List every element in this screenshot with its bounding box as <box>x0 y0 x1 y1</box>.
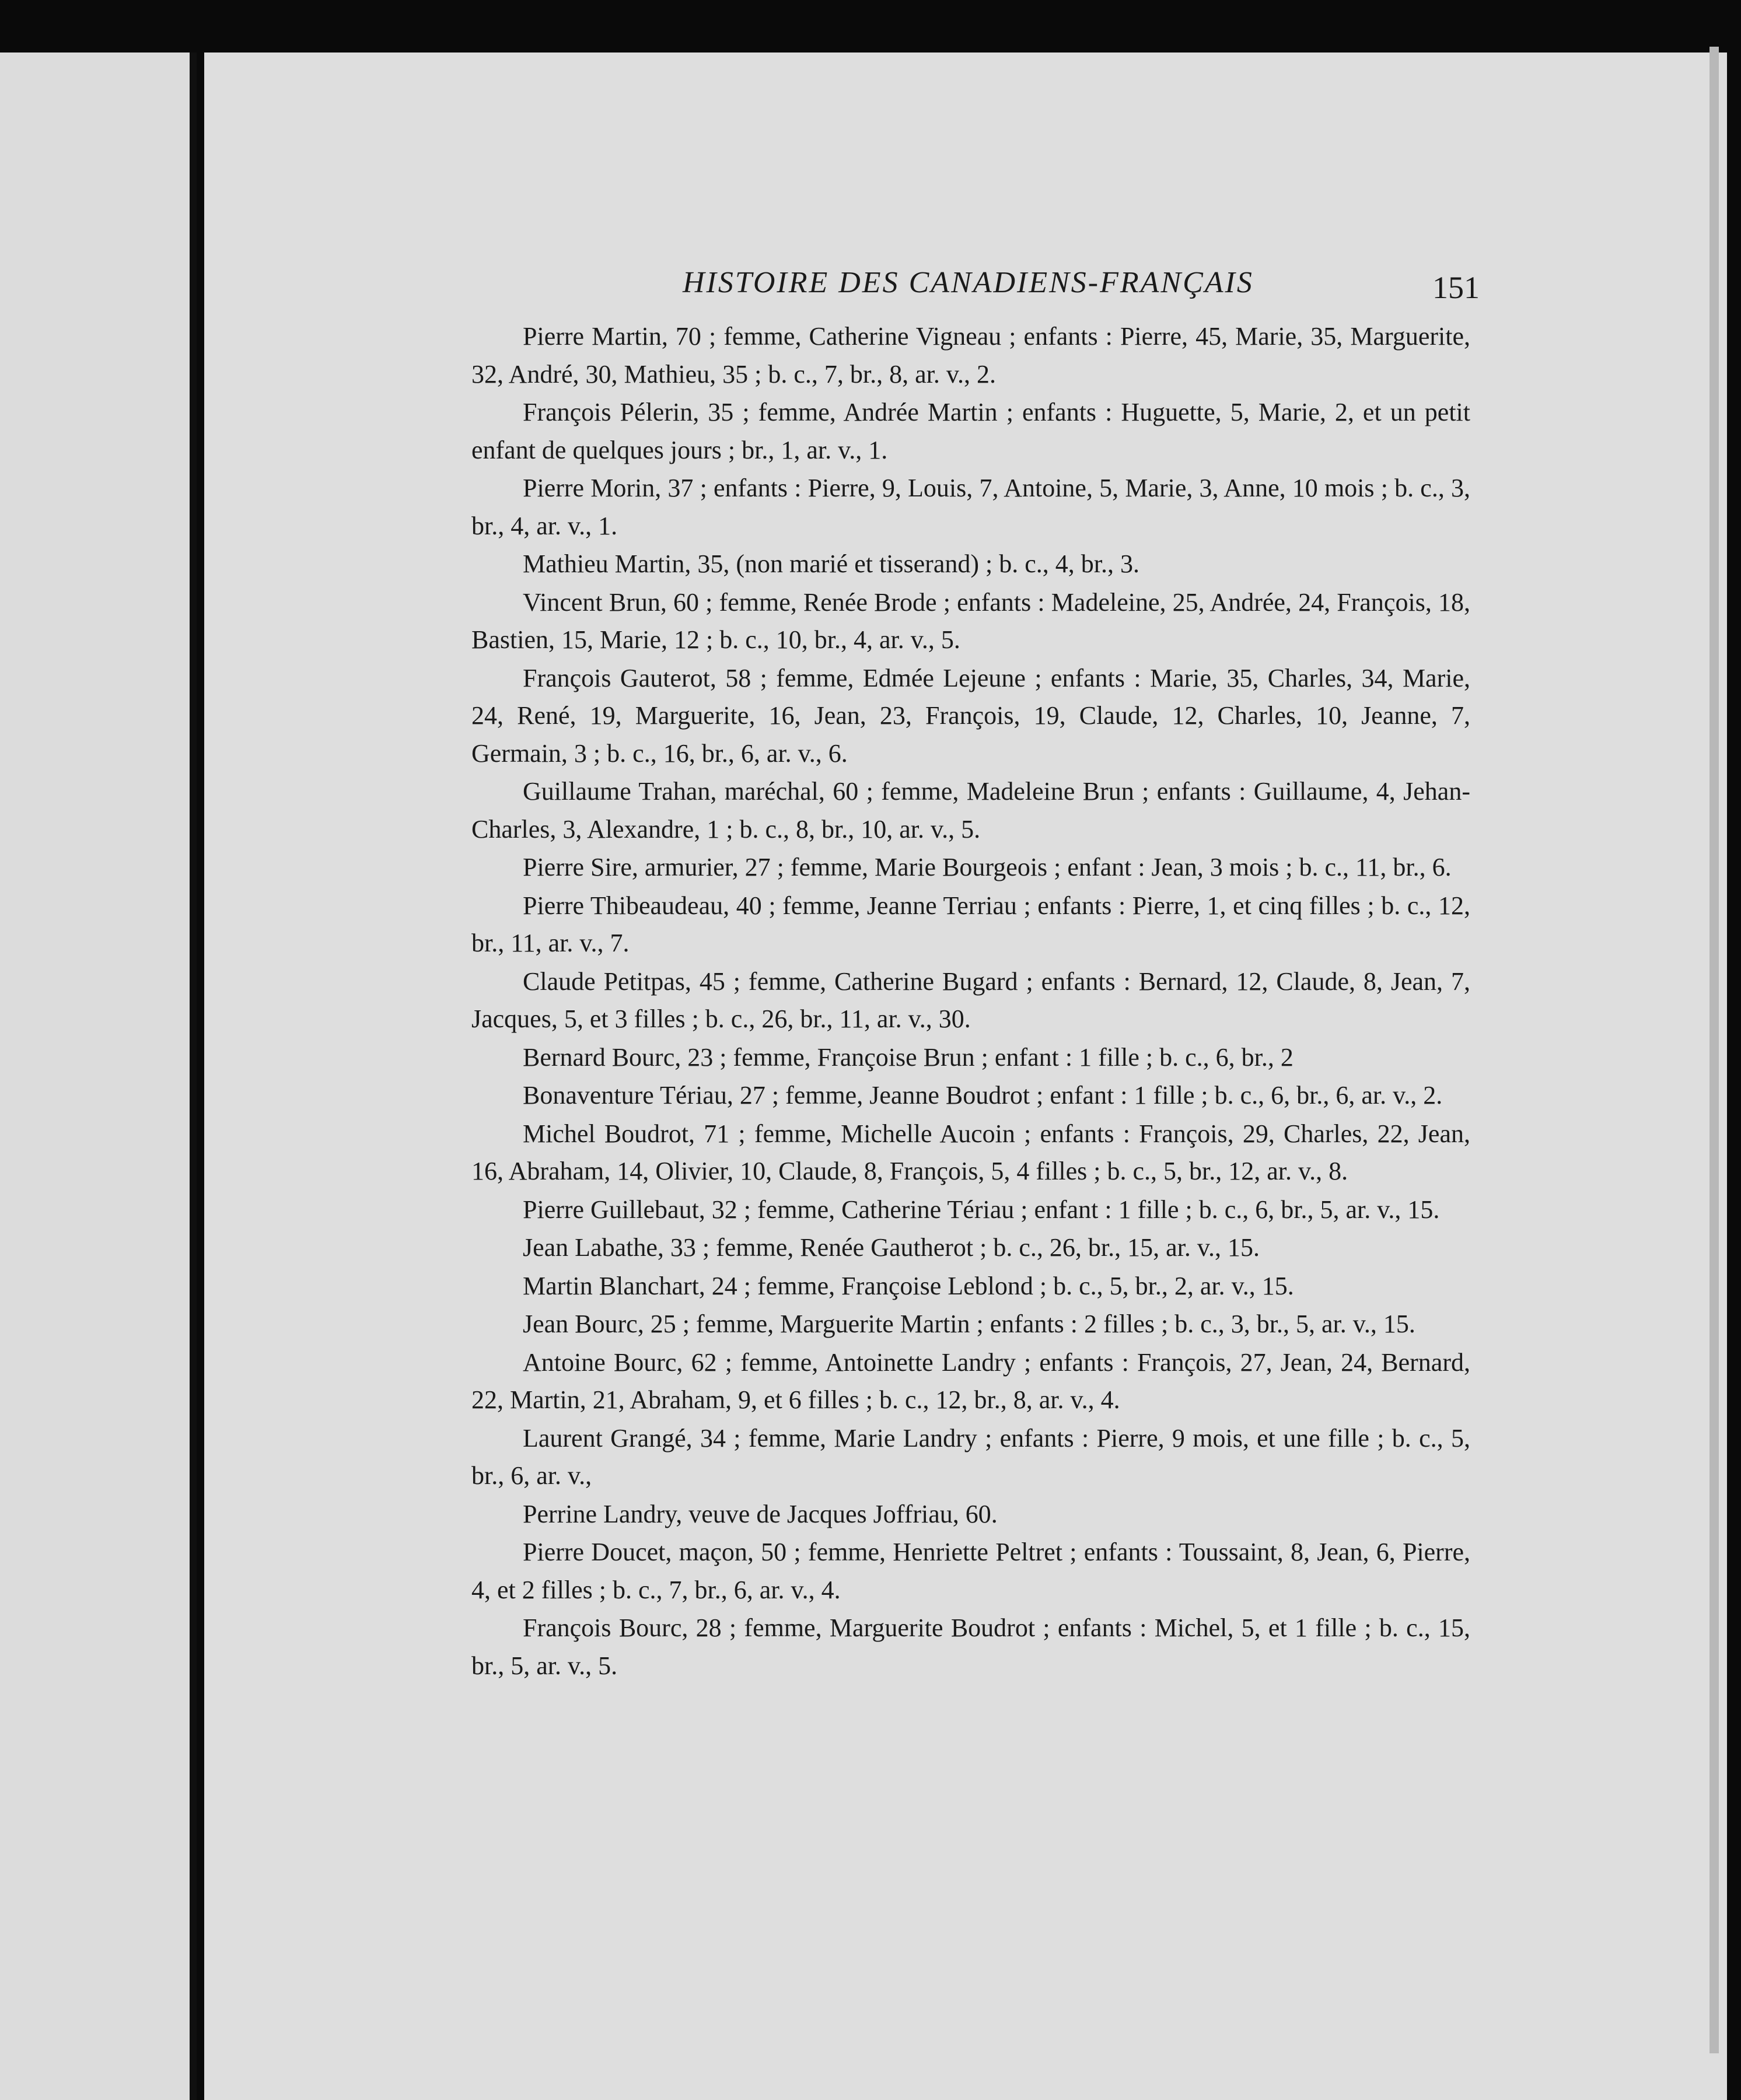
census-entry: Martin Blanchart, 24 ; femme, Françoise Leblond ; b. c., 5, br., 2, ar. v., 15. <box>523 1271 1294 1300</box>
census-entry: Pierre Thibeaudeau, 40 ; femme, Jeanne Terriau ; enfants : Pierre, 1, et cinq filles ; b. c., 12, br., 11, ar. v., 7. <box>471 891 1470 957</box>
census-entry: Michel Boudrot, 71 ; femme, Michelle Aucoin ; enfants : François, 29, Charles, 22, Jean, 16, Abraham, 14, Olivier, 10, Claude, 8, François, 5, 4 filles ; b. c., 5, br., 12, ar. v., 8. <box>471 1119 1470 1185</box>
census-entry: Bernard Bourc, 23 ; femme, Françoise Brun ; enfant : 1 fille ; b. c., 6, br., 2 <box>523 1042 1293 1072</box>
right-page-edge <box>1709 47 1719 2053</box>
census-entry: François Gauterot, 58 ; femme, Edmée Lejeune ; enfants : Marie, 35, Charles, 34, Marie, 24, René, 19, Marguerite, 16, Jean, 23, François, 19, Claude, 12, Charles, 10, Jeanne, 7, Germain, 3 ; b. c., 16, br., 6, ar. v., 6. <box>471 663 1470 768</box>
census-entry: Mathieu Martin, 35, (non marié et tisserand) ; b. c., 4, br., 3. <box>523 550 1139 578</box>
book-gutter <box>190 52 197 2100</box>
census-entry: Claude Petitpas, 45 ; femme, Catherine Bugard ; enfants : Bernard, 12, Claude, 8, Jean, 7, Jacques, 5, et 3 filles ; b. c., 26, br., 11, ar. v., 30. <box>471 967 1470 1033</box>
census-entry: Pierre Martin, 70 ; femme, Catherine Vigneau ; enfants : Pierre, 45, Marie, 35, Marguerite, 32, André, 30, Mathieu, 35 ; b. c., 7, br., 8, ar. v., 2. <box>471 322 1470 388</box>
census-entry: Vincent Brun, 60 ; femme, Renée Brode ; enfants : Madeleine, 25, Andrée, 24, François, 18, Bastien, 15, Marie, 12 ; b. c., 10, br., 4, ar. v., 5. <box>471 587 1470 654</box>
census-entry: Guillaume Trahan, maréchal, 60 ; femme, Madeleine Brun ; enfants : Guillaume, 4, Jehan-Charles, 3, Alexandre, 1 ; b. c., 8, br., 10, ar. v., 5. <box>471 777 1470 844</box>
running-title: HISTOIRE DES CANADIENS-FRANÇAIS <box>683 266 1254 299</box>
census-entry: François Bourc, 28 ; femme, Marguerite Boudrot ; enfants : Michel, 5, et 1 fille ; b. c., 15, br., 5, ar. v., 5. <box>471 1614 1470 1680</box>
census-entry: Pierre Morin, 37 ; enfants : Pierre, 9, Louis, 7, Antoine, 5, Marie, 3, Anne, 10 mois ; b. c., 3, br., 4, ar. v., 1. <box>471 474 1470 540</box>
census-entries <box>471 318 1470 1685</box>
census-entry: Bonaventure Tériau, 27 ; femme, Jeanne Boudrot ; enfant : 1 fille ; b. c., 6, br., 6, ar. v., 2. <box>523 1081 1443 1110</box>
page-number: 151 <box>1432 270 1480 305</box>
census-entry: Pierre Guillebaut, 32 ; femme, Catherine Tériau ; enfant : 1 fille ; b. c., 6, br., 5, ar. v., 15. <box>523 1195 1440 1224</box>
census-entry: Antoine Bourc, 62 ; femme, Antoinette Landry ; enfants : François, 27, Jean, 24, Bernard, 22, Martin, 21, Abraham, 9, et 6 filles ; b. c., 12, br., 8, ar. v., 4. <box>471 1348 1470 1414</box>
census-entry: Jean Bourc, 25 ; femme, Marguerite Martin ; enfants : 2 filles ; b. c., 3, br., 5, ar. v., 15. <box>523 1310 1415 1338</box>
census-entry: Perrine Landry, veuve de Jacques Joffriau, 60. <box>523 1499 998 1528</box>
census-entry: Jean Labathe, 33 ; femme, Renée Gautherot ; b. c., 26, br., 15, ar. v., 15. <box>523 1233 1260 1262</box>
census-entry: Pierre Sire, armurier, 27 ; femme, Marie Bourgeois ; enfant : Jean, 3 mois ; b. c., 11, br., 6. <box>523 853 1452 881</box>
census-entry: Laurent Grangé, 34 ; femme, Marie Landry ; enfants : Pierre, 9 mois, et une fille ; b. c., 5, br., 6, ar. v., <box>471 1423 1470 1490</box>
census-entry: Pierre Doucet, maçon, 50 ; femme, Henriette Peltret ; enfants : Toussaint, 8, Jean, 6, Pierre, 4, et 2 filles ; b. c., 7, br., 6, ar. v., 4. <box>471 1538 1470 1604</box>
left-page-edge <box>0 52 190 2100</box>
census-entry: François Pélerin, 35 ; femme, Andrée Martin ; enfants : Huguette, 5, Marie, 2, et un petit enfant de quelques jours ; br., 1, ar. v., 1. <box>471 398 1470 464</box>
